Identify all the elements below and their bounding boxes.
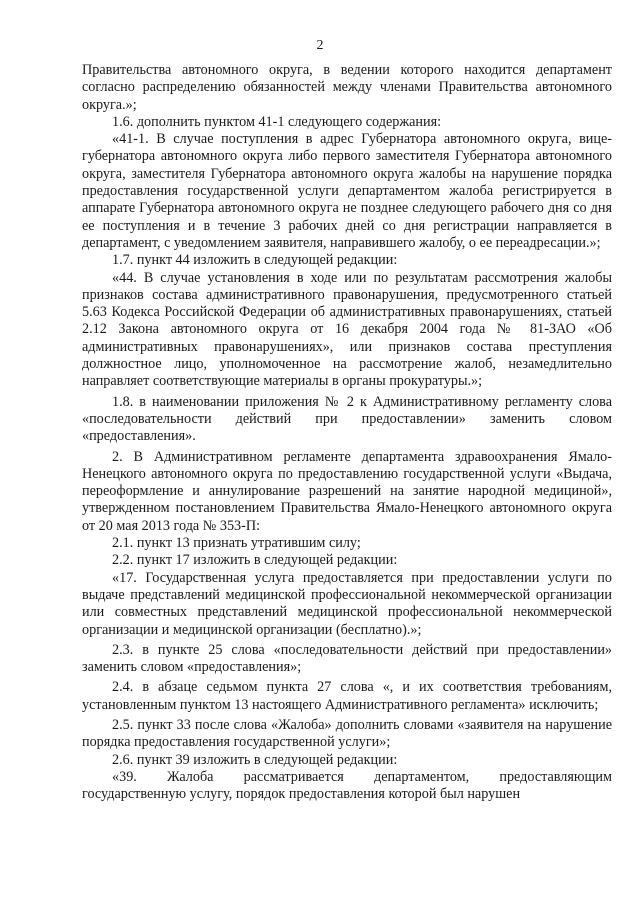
paragraph-2-3: 2.3. в пункте 25 слова «последовательности действий при предоставлении» заменить словом «предоставления»; <box>82 641 612 676</box>
paragraph-1-8: 1.8. в наименовании приложения № 2 к Административному регламенту слова «последовательности действий при предоставлении» заменить словом «предоставления». <box>82 393 612 445</box>
paragraph-2-4: 2.4. в абзаце седьмом пункта 27 слова «, и их соответствия требованиям, установленным пунктом 13 настоящего Административного регламента» исключить; <box>82 679 612 713</box>
paragraph-41-1: «41-1. В случае поступления в адрес Губернатора автономного округа, вице-губернатора автономного округа либо первого заместителя Губернатора автономного округа, заместителя Губернатора автономного округа жалобы на нарушение порядка предоставления государственной услуги департаментом жалоба регистрируется в аппарате Губернатора автономного округа не позднее следующего рабочего дня со дня ее поступления и в течение 3 рабочих дней со дня регистрации направляется в департамент, с уведомлением заявителя, направившего жалобу, о ее переадресации.»; <box>82 131 612 251</box>
document-body <box>82 62 612 803</box>
paragraph-1-7: 1.7. пункт 44 изложить в следующей редакции: <box>112 252 398 269</box>
paragraph-44: «44. В случае установления в ходе или по результатам рассмотрения жалобы признаков состава административного правонарушения, предусмотренного статьей 5.63 Кодекса Российской Федерации об административных правонарушениях, статьей 2.12 Закона автономного округа от 16 декабря 2004 года № 81-ЗАО «Об административных правонарушениях», или признаков состава преступления должностное лицо, уполномоченное на рассмотрение жалоб, незамедлительно направляет соответствующие материалы в органы прокуратуры.»; <box>82 269 612 390</box>
paragraph-39: «39. Жалоба рассматривается департаментом, предоставляющим государственную услугу, порядок предоставления которой был нарушен <box>82 768 612 803</box>
paragraph-2-2: 2.2. пункт 17 изложить в следующей редакции: <box>112 552 398 569</box>
paragraph-2-6: 2.6. пункт 39 изложить в следующей редакции: <box>112 751 398 768</box>
paragraph-2-5: 2.5. пункт 33 после слова «Жалоба» дополнить словами «заявителя на нарушение порядка предоставления государственной услуги»; <box>82 716 612 751</box>
paragraph-17: «17. Государственная услуга предоставляется при предоставлении услуги по выдаче представлений медицинской профессиональной некоммерческой организации или совместных представлений медицинской профессиональной некоммерческой организации и медицинской организации (бесплатно).»; <box>82 569 612 638</box>
page-number: 2 <box>316 38 324 53</box>
paragraph-2-1: 2.1. пункт 13 признать утратившим силу; <box>112 535 361 552</box>
paragraph-continuation: Правительства автономного округа, в ведении которого находится департамент согласно распределению обязанностей между членами Правительства автономного округа.»; <box>82 62 612 113</box>
paragraph-2: 2. В Административном регламенте департамента здравоохранения Ямало-Ненецкого автономного округа по предоставлению государственной услуги «Выдача, переоформление и аннулирование разрешений на занятие народной медициной», утвержденном постановлением Правительства Ямало-Ненецкого автономного округа от 20 мая 2013 года № 353-П: <box>82 448 612 534</box>
paragraph-1-6: 1.6. дополнить пунктом 41-1 следующего содержания: <box>112 113 442 130</box>
